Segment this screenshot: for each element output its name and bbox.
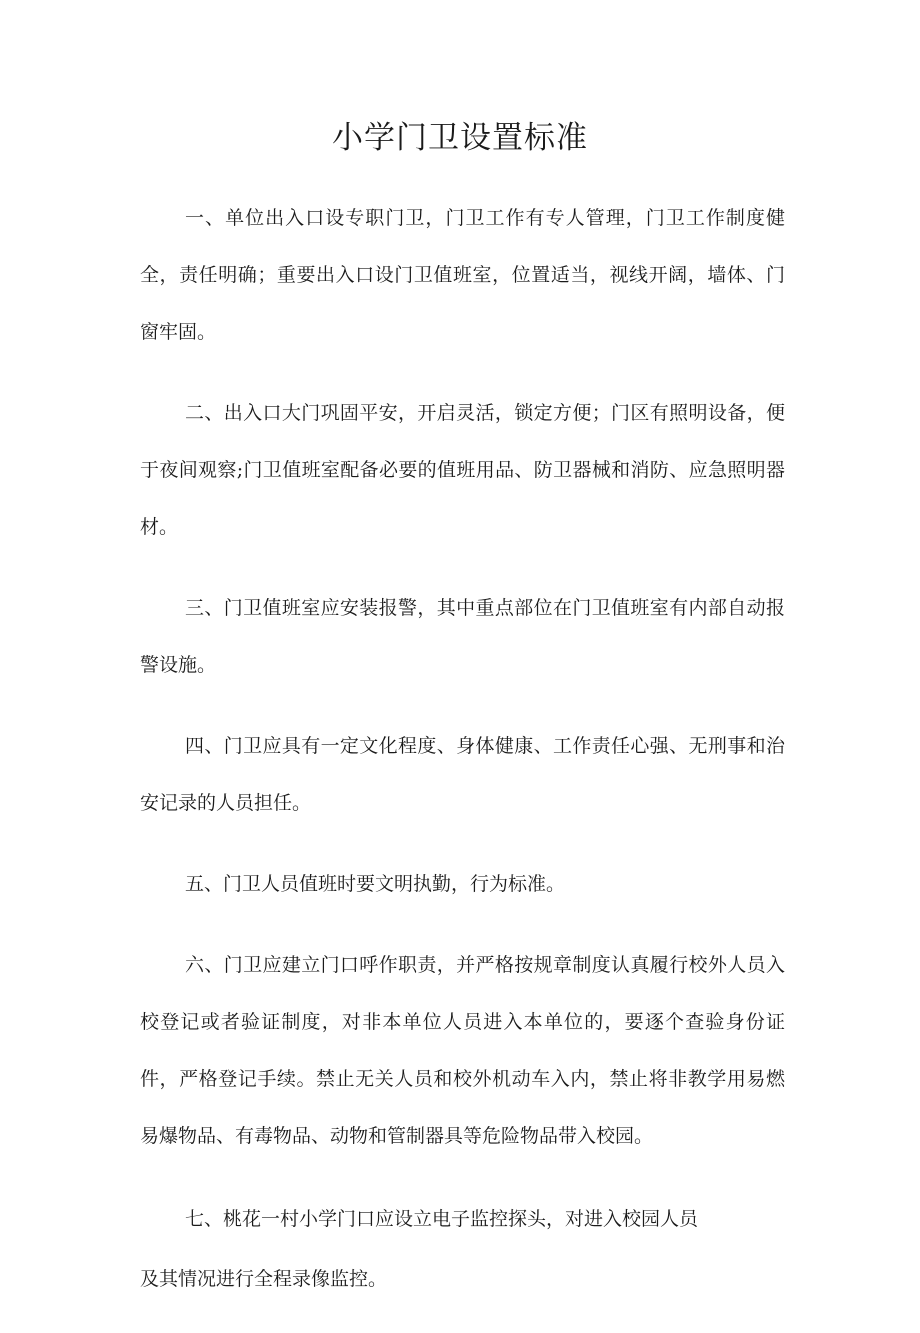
- paragraph-4: 四、门卫应具有一定文化程度、身体健康、工作责任心强、无刑事和治安记录的人员担任。: [140, 735, 785, 814]
- paragraph-5: 五、门卫人员值班时要文明执勤，行为标准。: [185, 873, 566, 895]
- paragraph-1: 一、单位出入口设专职门卫，门卫工作有专人管理，门卫工作制度健全，责任明确；重要出入口设门卫值班室，位置适当，视线开阔，墙体、门窗牢固。: [140, 207, 785, 343]
- document-body: [140, 190, 785, 1333]
- page-title: 小学门卫设置标准: [332, 120, 588, 156]
- paragraph-3: 三、门卫值班室应安装报警，其中重点部位在门卫值班室有内部自动报警设施。: [140, 597, 785, 676]
- paragraph-2: 二、出入口大门巩固平安，开启灵活，锁定方便；门区有照明设备，便于夜间观察;门卫值班室配备必要的值班用品、防卫器械和消防、应急照明器材。: [140, 402, 785, 538]
- paragraph-6: 六、门卫应建立门口呼作职责，并严格按规章制度认真履行校外人员入校登记或者验证制度，对非本单位人员进入本单位的，要逐个查验身份证件，严格登记手续。禁止无关人员和校外机动车入内，禁止将非教学用易燃易爆物品、有毒物品、动物和管制器具等危险物品带入校园。: [140, 954, 785, 1147]
- paragraph-7: 七、桃花一村小学门口应设立电子监控探头，对进入校园人员 及其情况进行全程录像监控。: [140, 1208, 699, 1290]
